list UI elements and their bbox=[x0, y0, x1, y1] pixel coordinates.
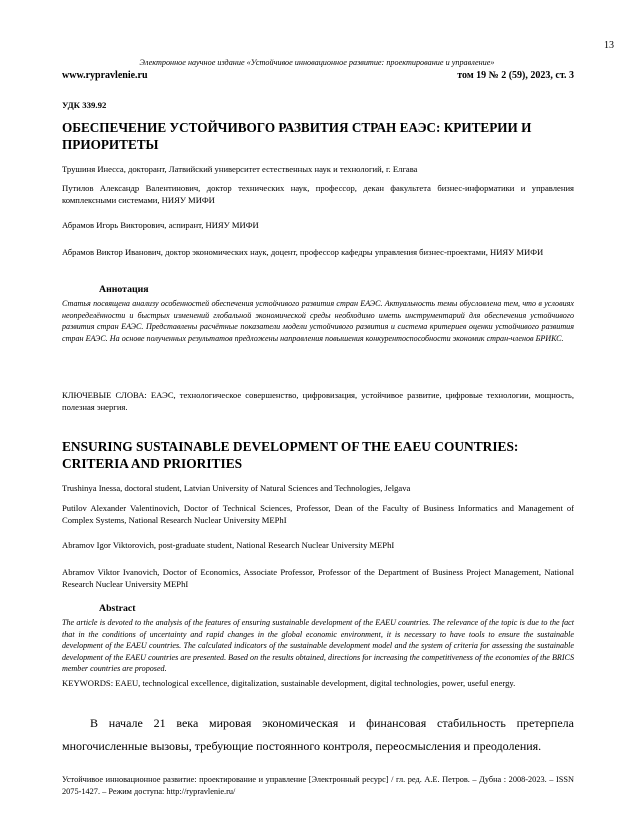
footer-citation: Устойчивое инновационное развитие: проектирование и управление [Электронный ресурс] / гл. ред. А.Е. Петров. – Дубна : 2008-2023. – ISSN 2075-1427. – Режим доступа: http://rypravlenie.ru/ bbox=[62, 775, 574, 796]
author-ru-2: Путилов Александр Валентинович, доктор технических наук, профессор, декан факультета бизнес-информатики и управления комплексными системами, НИЯУ МИФИ bbox=[62, 183, 574, 206]
udk-code: УДК 339.92 bbox=[62, 100, 107, 110]
keywords-en: KEYWORDS: EAEU, technological excellence, digitalization, sustainable development, digital technologies, power, useful energy. bbox=[62, 678, 516, 688]
author-en-2: Putilov Alexander Valentinovich, Doctor of Technical Sciences, Professor, Dean of the Faculty of Business Informatics and Management of Complex Systems, National Research Nuclear University MEPhI bbox=[62, 503, 574, 526]
author-ru-3: Абрамов Игорь Викторович, аспирант, НИЯУ МИФИ bbox=[62, 220, 259, 230]
body-paragraph: В начале 21 века мировая экономическая и финансовая стабильность претерпела многочисленные вызовы, требующие постоянного контроля, переосмысления и преодоления. bbox=[62, 716, 574, 753]
title-russian: ОБЕСПЕЧЕНИЕ УСТОЙЧИВОГО РАЗВИТИЯ СТРАН ЕАЭС: КРИТЕРИИ И ПРИОРИТЕТЫ bbox=[62, 120, 532, 152]
abstract-heading-en: Abstract bbox=[99, 603, 136, 614]
author-en-3: Abramov Igor Viktorovich, post-graduate student, National Research Nuclear University MEPhI bbox=[62, 540, 395, 550]
author-en-4: Abramov Viktor Ivanovich, Doctor of Economics, Associate Professor, Professor of the Department of Business Project Management, National Research Nuclear University MEPhI bbox=[62, 567, 574, 590]
abstract-heading-ru: Аннотация bbox=[99, 284, 149, 295]
journal-name: Электронное научное издание «Устойчивое инновационное развитие: проектирование и управление» bbox=[139, 58, 495, 67]
page-number: 13 bbox=[604, 40, 614, 51]
author-ru-1: Трушиня Инесса, докторант, Латвийский университет естественных наук и технологий, г. Елгава bbox=[62, 164, 418, 174]
author-ru-4: Абрамов Виктор Иванович, доктор экономических наук, доцент, профессор кафедры управления бизнес-проектами, НИЯУ МИФИ bbox=[62, 247, 544, 257]
journal-site-link[interactable]: www.rypravlenie.ru bbox=[62, 70, 148, 81]
journal-issue: том 19 № 2 (59), 2023, ст. 3 bbox=[457, 70, 574, 81]
journal-header bbox=[62, 70, 574, 81]
author-en-1: Trushinya Inessa, doctoral student, Latvian University of Natural Sciences and Technologies, Jelgava bbox=[62, 483, 411, 493]
title-english: ENSURING SUSTAINABLE DEVELOPMENT OF THE EAEU COUNTRIES: CRITERIA AND PRIORITIES bbox=[62, 439, 519, 471]
keywords-ru: КЛЮЧЕВЫЕ СЛОВА: ЕАЭС, технологическое совершенство, цифровизация, устойчивое развитие, цифровые технологии, мощность, полезная энергия. bbox=[62, 390, 574, 413]
abstract-ru: Статья посвящена анализу особенностей обеспечения устойчивого развития стран ЕАЭС. Актуальность темы обусловлена тем, что в условиях неопределённости и быстрых изменений глобальной экономической среды необходимо иметь инструментарий для обеспечения устойчивого развития стран ЕАЭС. Представлены расчётные показатели модели устойчивого развития и система критериев оценки устойчивого развития стран ЕАЭС. На основе полученных результатов предложены направления повышения конкурентоспособности экономик стран-членов БРИКС. bbox=[62, 299, 574, 343]
abstract-en: The article is devoted to the analysis of the features of ensuring sustainable development of the EAEU countries. The relevance of the topic is due to the fact that in the conditions of uncertainty and rapid changes in the global economic environment, it is necessary to have tools to ensure the sustainable development of the EAEU countries. The calculated indicators of the sustainable development model and the system of criteria for assessing the sustainable development of the EAEU countries are presented. Based on the results obtained, directions for increasing the competitiveness of the economies of the BRICS member countries are proposed. bbox=[62, 618, 574, 674]
